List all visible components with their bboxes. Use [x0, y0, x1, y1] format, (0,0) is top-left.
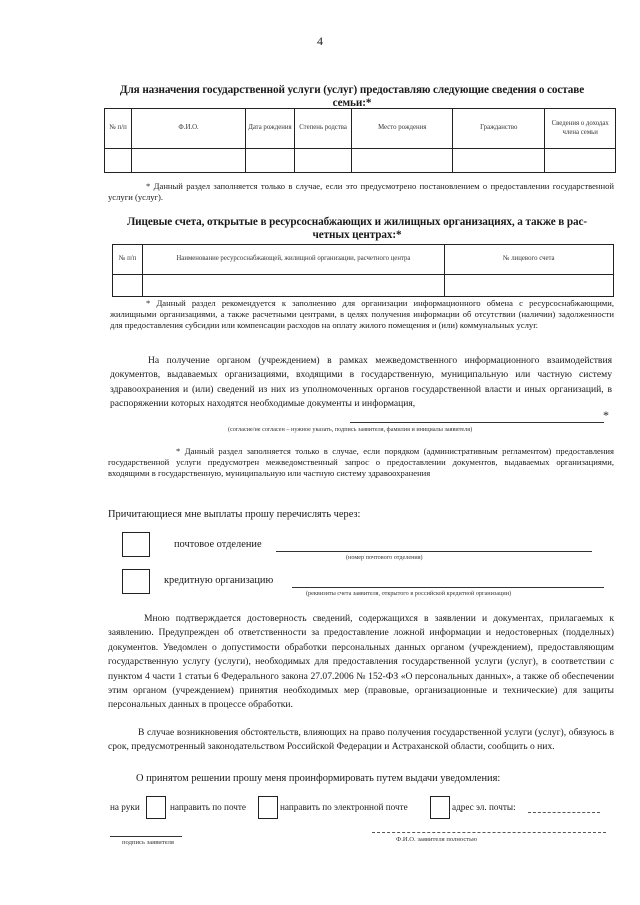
notify-hand-label: на руки — [110, 802, 140, 812]
accounts-note: * Данный раздел рекомендуется к заполнению для организации информационного обмена с ресурсоснабжающими, жилищными организациями, а также расчетными центрами, в целях получения информации об отсутствии (наличии) задолженности для предоставления субсидии или компенсации расходов на оплату жилого помещения и (или) коммунальных услуг. — [110, 298, 614, 330]
accounts-table — [112, 244, 614, 297]
family-col-fio: Ф.И.О. — [132, 109, 246, 149]
family-note: * Данный раздел заполняется только в случае, если это предусмотрено постановлением о предоставлении государственной услуги (услуг). — [108, 181, 614, 202]
family-col-no: № п/п — [105, 109, 132, 149]
signature-left-label: подпись заявителя — [122, 839, 174, 846]
family-col-birthdate: Дата рождения — [246, 109, 295, 149]
consent-text-body: На получение органом (учреждением) в рамках межведомственного информационного взаимодействия документов, выдаваемых организациями, входящими в государственную, муниципальную или частную систему здравоохранения и (или) сведений из них из уполномоченных органов государственной власти и иных организаций, в распоряжении которых находятся необходимые документы и информация, — [110, 355, 612, 410]
credit-org-hint: (реквизиты счета заявителя, открытого в российской кредитной организации) — [306, 590, 512, 597]
family-table — [104, 108, 616, 173]
notify-email-address-label: адрес эл. почты: — [452, 802, 516, 812]
credit-org-details-line[interactable] — [292, 587, 604, 588]
page-number: 4 — [317, 34, 323, 48]
family-heading-line1: Для назначения государственной услуги (услуг) предоставляю следующие сведения о составе — [119, 84, 585, 96]
notify-mail-label: направить по почте — [170, 802, 247, 812]
family-col-citizenship: Гражданство — [453, 109, 545, 149]
consent-text — [110, 354, 612, 412]
post-office-hint: (номер почтового отделения) — [346, 554, 423, 561]
accounts-heading — [100, 216, 614, 242]
notify-email-checkbox[interactable] — [430, 796, 450, 819]
notify-email-label: направить по электронной почте — [280, 802, 408, 812]
family-heading — [92, 84, 612, 110]
consent-star: * — [603, 408, 609, 422]
family-col-relation: Степень родства — [294, 109, 352, 149]
credit-org-label: кредитную организацию — [164, 575, 274, 586]
post-office-checkbox[interactable] — [122, 532, 150, 557]
notify-email-address-line[interactable] — [528, 812, 600, 813]
post-office-label: почтовое отделение — [174, 539, 262, 550]
signature-right-label: Ф.И.О. заявителя полностью — [396, 836, 478, 843]
accounts-col-account: № лицевого счета — [444, 245, 613, 275]
payments-intro: Причитающиеся мне выплаты прошу перечислять через: — [108, 509, 361, 520]
consent-signature-line[interactable] — [350, 422, 604, 423]
accounts-heading-line2: четных центрах:* — [312, 229, 402, 241]
notify-hand-checkbox[interactable] — [146, 796, 166, 819]
signature-line[interactable] — [110, 836, 182, 837]
confirmation-paragraph-1: Мною подтверждается достоверность сведений, содержащихся в заявлении и документах, прилагаемых к заявлению. Предупрежден об ответственности за предоставление ложной информации и недостоверных (подделных) документов. Уведомлен о допустимости обработки персональных данных органом (учреждением), предоставляющим государственную услугу (услуги), необходимых для предоставления государственной услуги (услуг), в соответствии с пунктом 4 части 1 статьи 6 Федерального закона 27.07.2006 № 152-ФЗ «О персональных данных», а также об обеспечении этим органом (учреждением) принятия необходимых мер (правовые, организационные и технические) для защиты персональных данных в процессе обработки. — [108, 613, 614, 711]
notify-intro: О принятом решении прошу меня проинформировать путем выдачи уведомления: — [136, 773, 501, 784]
consent-hint: (согласие/не согласен – нужное указать, подпись заявителя, фамилия и инициалы заявителя) — [228, 426, 473, 433]
fio-line[interactable] — [372, 832, 606, 833]
post-office-number-line[interactable] — [276, 551, 592, 552]
consent-note: * Данный раздел заполняется только в случае, если порядком (административным регламентом) предоставления государственной услуги предусмотрен межведомственный запрос о предоставлении документов, выдаваемых организациями, входящими в государственную, муниципальную или частную систему здравоохранения — [108, 446, 614, 478]
accounts-col-no: № п/п — [113, 245, 143, 275]
family-heading-line2: семьи:* — [332, 97, 372, 109]
family-col-income: Сведения о доходах члена семьи — [545, 109, 616, 149]
credit-org-checkbox[interactable] — [122, 569, 150, 594]
accounts-heading-line1: Лицевые счета, открытые в ресурсоснабжающих и жилищных организациях, а также в рас- — [126, 216, 588, 228]
family-col-birthplace: Место рождения — [352, 109, 453, 149]
notify-mail-checkbox[interactable] — [258, 796, 278, 819]
accounts-col-org: Наименование ресурсоснабжающей, жилищной организации, расчетного центра — [143, 245, 444, 275]
confirmation-paragraph-2: В случае возникновения обстоятельств, влияющих на право получения государственной услуги (услуг), обязуюсь в срок, предусмотренный законодательством Российской Федерации и Астраханской области, сообщить о них. — [108, 727, 614, 753]
family-empty-row[interactable] — [105, 149, 616, 173]
accounts-empty-row[interactable] — [113, 275, 614, 297]
